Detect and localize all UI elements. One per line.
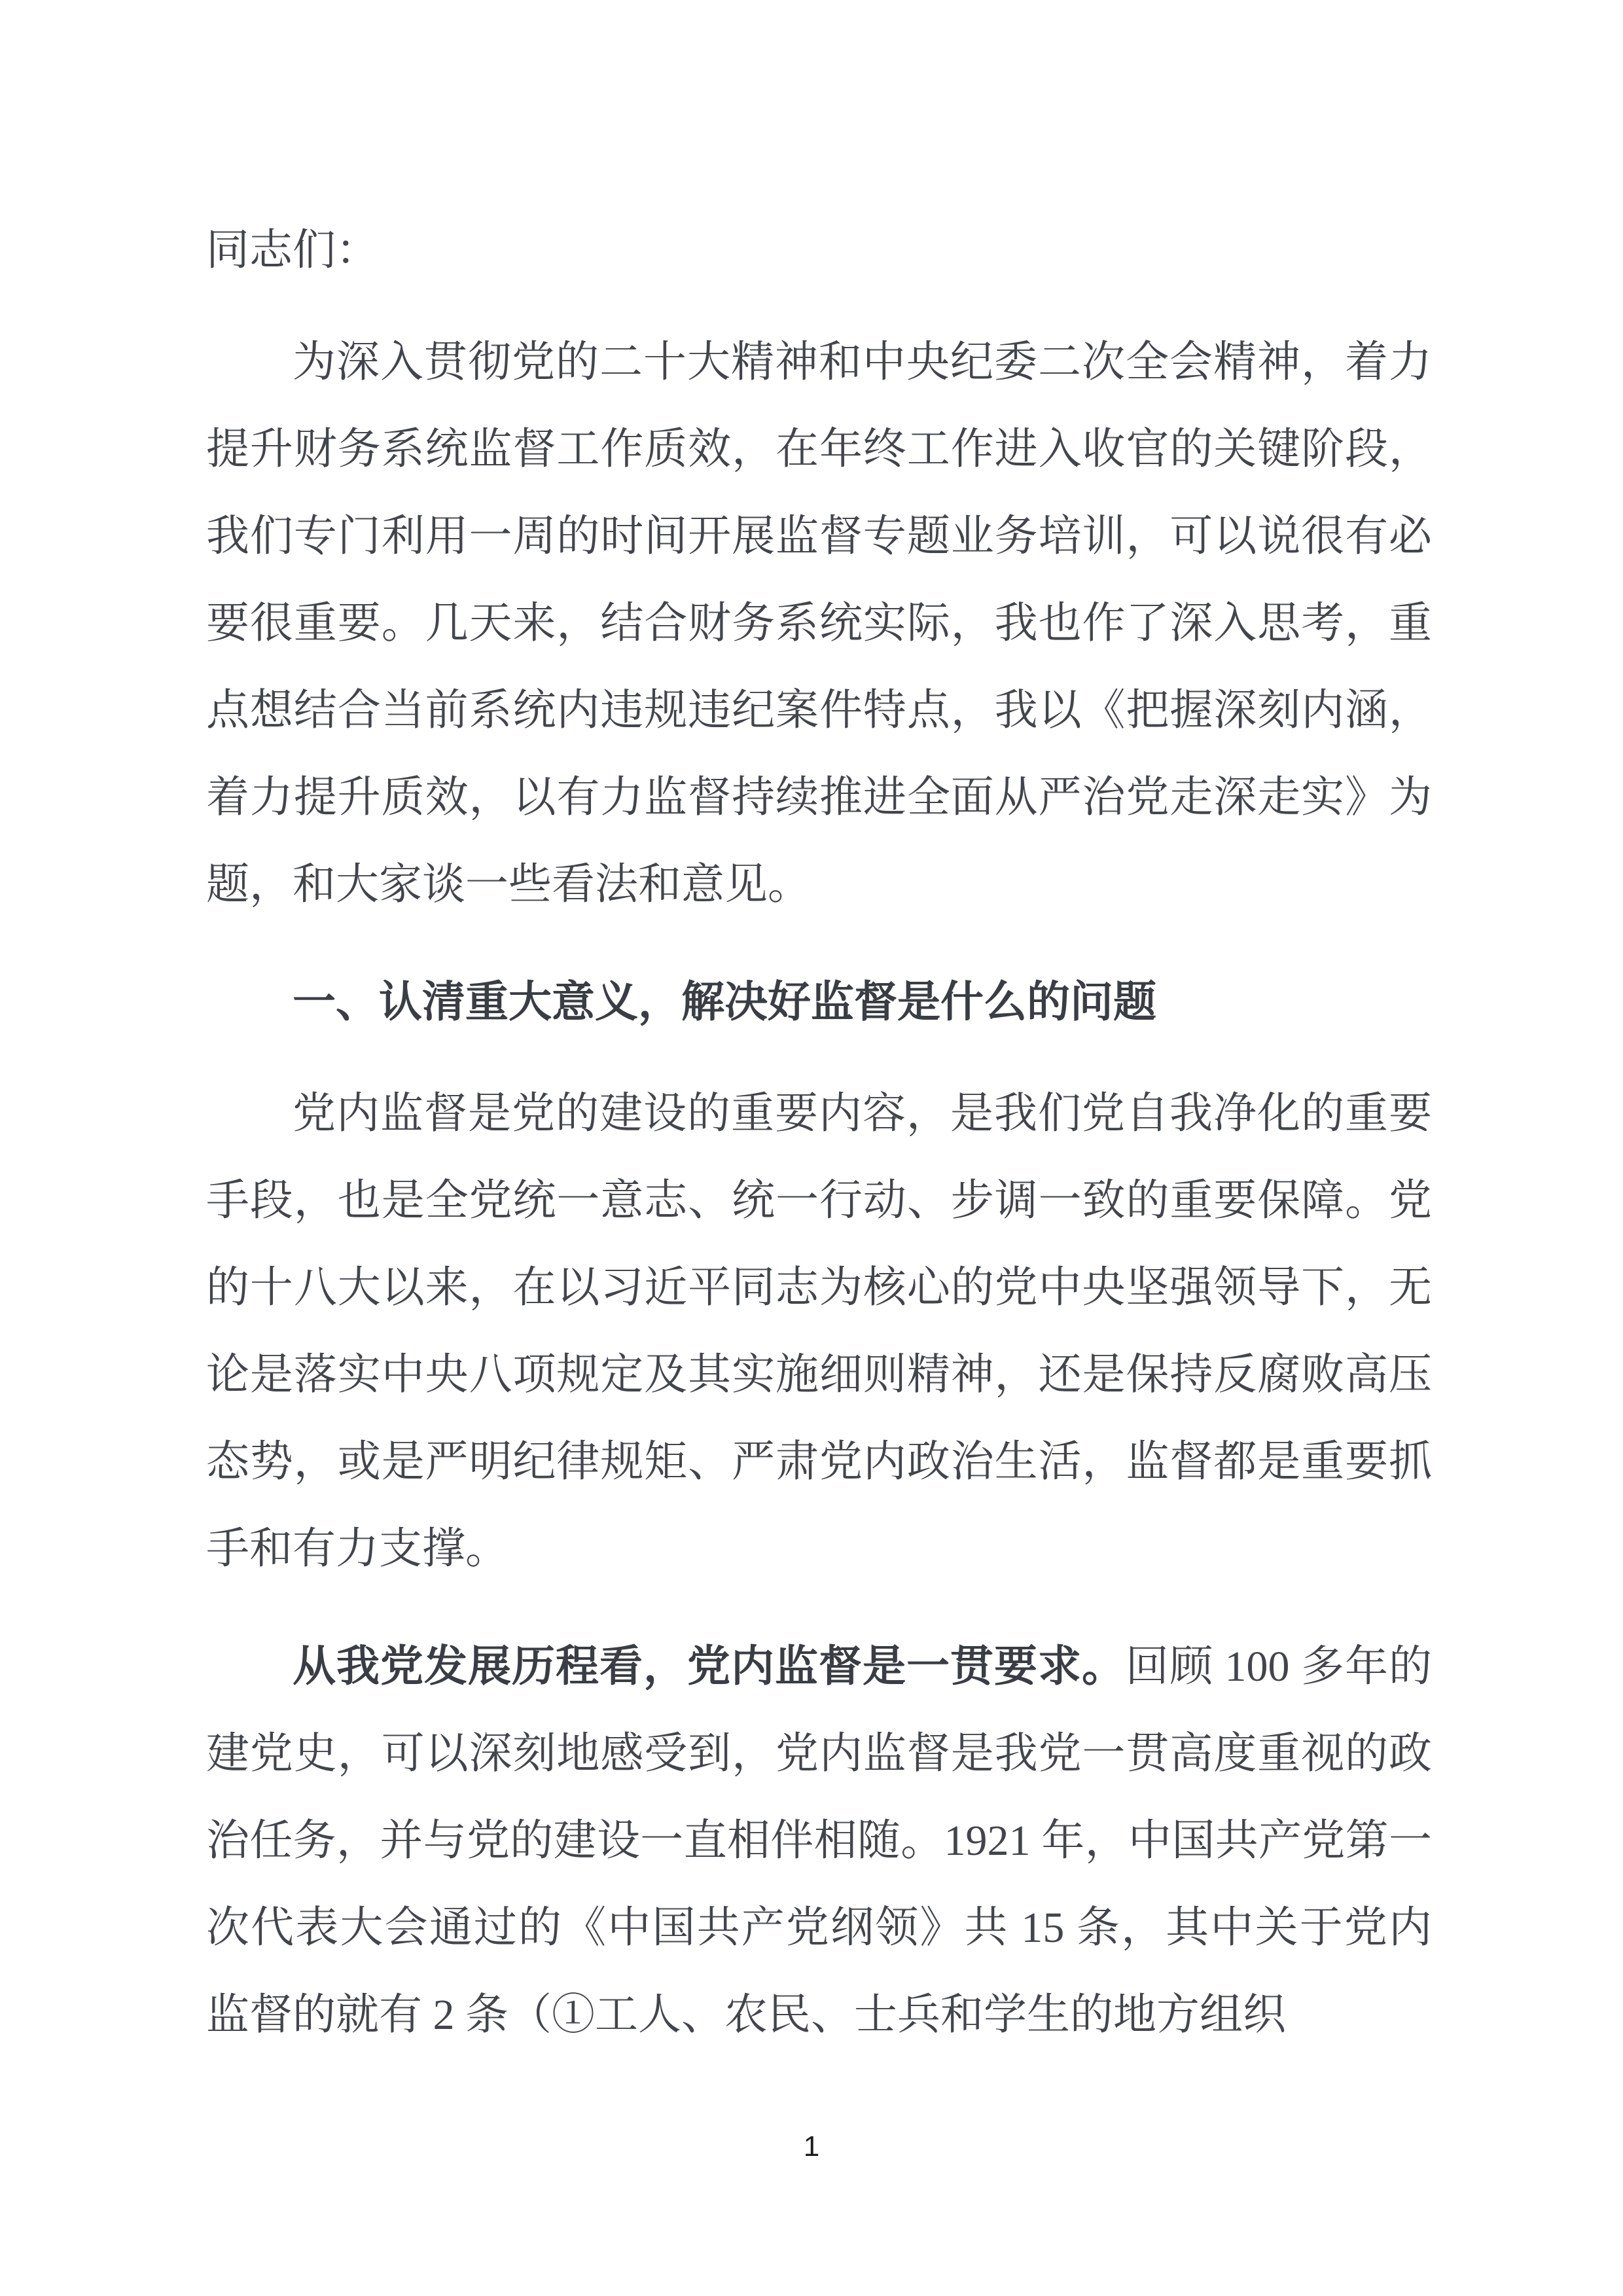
paragraph2-bold-lead: 从我党发展历程看，党内监督是一贯要求。 <box>293 1641 1126 1690</box>
page-footer <box>0 2132 1623 2161</box>
section1-heading: 一、认清重大意义，解决好监督是什么的问题 <box>293 977 1156 1026</box>
section1-paragraph2 <box>206 1623 1432 2058</box>
page-number: 1 <box>803 2130 820 2162</box>
paragraph2-body-text: 回顾 100 多年的建党史，可以深刻地感受到，党内监督是我党一贯高度重视的政治任务，并与党的建设一直相伴相随。1921 年，中国共产党第一次代表大会通过的《中国共产党纲领》共 15 条，其中关于党内监督的就有 2 条（①工人、农民、士兵和学生的地方组织 <box>206 1643 1432 2039</box>
intro-paragraph: 为深入贯彻党的二十大精神和中央纪委二次全会精神，着力提升财务系统监督工作质效，在年终工作进入收官的关键阶段，我们专门利用一周的时间开展监督专题业务培训，可以说很有必要很重要。几天来，结合财务系统实际，我也作了深入思考，重点想结合当前系统内违规违纪案件特点，我以《把握深刻内涵，着力提升质效，以有力监督持续推进全面从严治党走深走实》为题，和大家谈一些看法和意见。 <box>206 338 1432 908</box>
salutation: 同志们： <box>206 226 379 274</box>
section1-paragraph1: 党内监督是党的建设的重要内容，是我们党自我净化的重要手段，也是全党统一意志、统一行动、步调一致的重要保障。党的十八大以来，在以习近平同志为核心的党中央坚强领导下，无论是落实中央八项规定及其实施细则精神，还是保持反腐败高压态势，或是严明纪律规矩、严肃党内政治生活，监督都是重要抓手和有力支撑。 <box>206 1090 1432 1573</box>
